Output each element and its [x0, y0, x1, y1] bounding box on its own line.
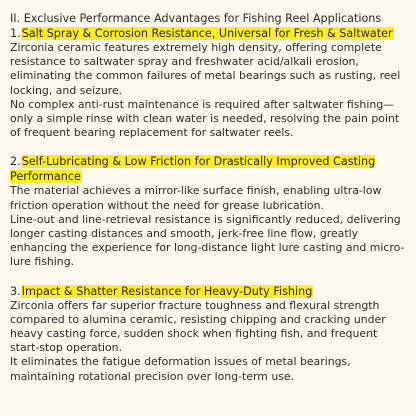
section-number: 1.: [10, 27, 21, 40]
document-title: II. Exclusive Performance Advantages for Fishing Reel Applications: [10, 12, 382, 25]
highlighted-heading: Self-Lubricating & Low Friction for Drastically Improved Casting Performance: [10, 155, 376, 184]
section-paragraph: No complex anti-rust maintenance is required after saltwater fishing—only a simple rinse with clean water is needed, resolving the pain point of frequent bearing replacement for saltwater reels.: [10, 97, 400, 140]
highlighted-heading: Impact & Shatter Resistance for Heavy-Duty Fishing: [21, 284, 313, 298]
section-paragraph: Zirconia ceramic features extremely high density, offering complete resistance to saltwater spray and freshwater acid/alkali erosion, eliminating the common failures of metal bearings such as rusting, reel locking, and seizure.: [10, 41, 401, 97]
section-paragraph: Zirconia offers far superior fracture toughness and flexural strength compared to alumina ceramic, resisting chipping and cracking under heavy casting force, sudden shock when fighting fish, and frequent start-stop operation.: [10, 298, 386, 355]
section-heading: [10, 154, 408, 184]
highlighted-heading: Salt Spray & Corrosion Resistance, Universal for Fresh & Saltwater: [21, 27, 393, 40]
section-heading: [10, 26, 408, 41]
section-paragraph: Line-out and line-retrieval resistance is significantly reduced, delivering longer casting distances and smooth, jerk-free line flow, greatly enhancing the experience for long-distance light lure casting and micro-lure fishing.: [10, 212, 405, 269]
section-impact-resistance: [10, 284, 408, 384]
section-paragraph: The material achieves a mirror-like surface finish, enabling ultra-low friction operation without the need for grease lubrication.: [10, 184, 382, 212]
section-salt-spray-resistance: [10, 26, 408, 140]
section-paragraph: It eliminates the fatigue deformation issues of metal bearings, maintaining rotational precision over long-term use.: [10, 355, 351, 383]
section-heading: [10, 284, 408, 299]
section-number: 2.: [10, 155, 21, 169]
section-self-lubricating: [10, 154, 408, 269]
section-number: 3.: [10, 284, 21, 298]
